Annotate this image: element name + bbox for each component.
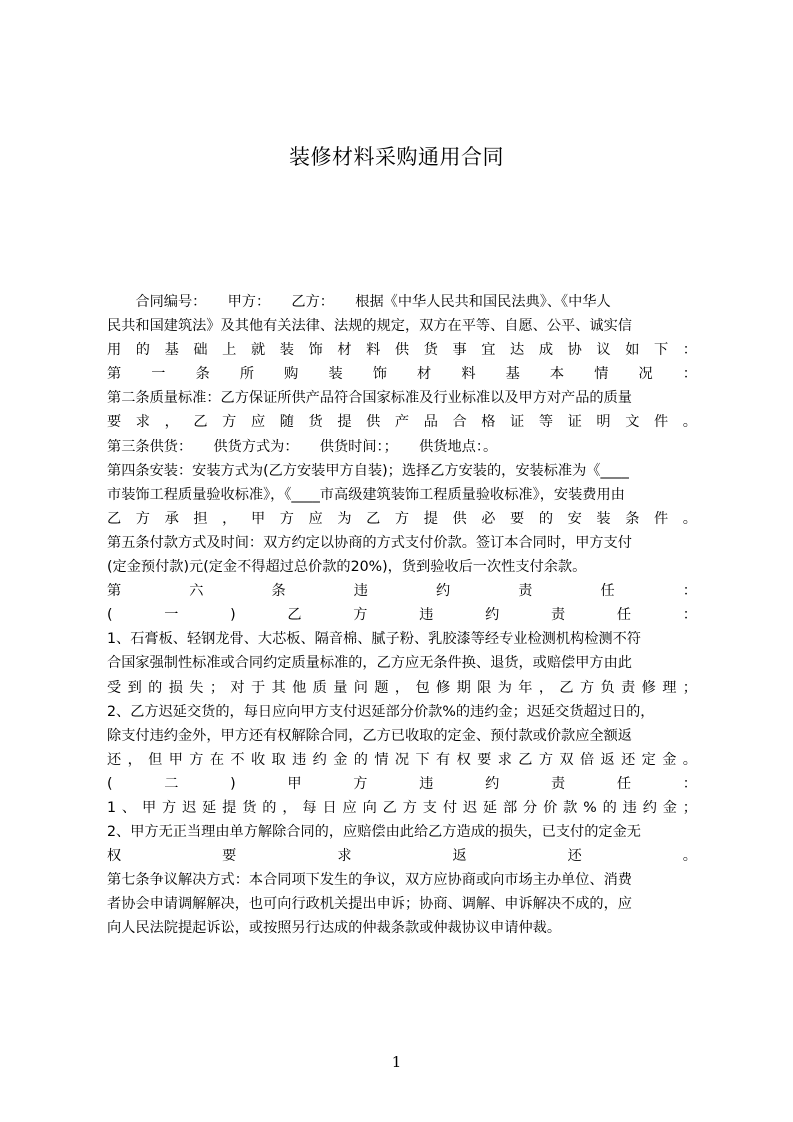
section-heading: (一)乙方违约责任： — [107, 607, 697, 624]
text-line: 民共和国建筑法》及其他有关法律、法规的规定，双方在平等、自愿、公平、诚实信 — [107, 318, 632, 335]
text-line: 用的基础上就装饰材料供货事宜达成协议如下： — [107, 342, 697, 359]
text-line: 市装饰工程质量验收标准》，《____市高级建筑装饰工程质量验收标准》，安装费用由 — [107, 486, 625, 503]
article-heading: 第一条所购装饰材料基本情况： — [107, 366, 697, 383]
text-line: 乙方承担，甲方应为乙方提供必要的安装条件。 — [107, 510, 697, 527]
document-title: 装修材料采购通用合同 — [289, 145, 504, 169]
text-line: 第七条争议解决方式：本合同项下发生的争议，双方应协商或向市场主办单位、消费 — [107, 872, 632, 889]
text-line: 第五条付款方式及时间：双方约定以协商的方式支付价款。签订本合同时，甲方支付 — [107, 534, 632, 551]
text-line: 1、石膏板、轻钢龙骨、大芯板、隔音棉、腻子粉、乳胶漆等经专业检测机构检测不符 — [107, 631, 641, 648]
section-heading: (二)甲方违约责任： — [107, 775, 697, 792]
text-line: 合同编号： 甲方： 乙方： 根据《中华人民共和国民法典》、《中华人 — [107, 294, 611, 310]
text-line: 除支付违约金外，甲方还有权解除合同，乙方已收取的定金、预付款或价款应全额返 — [107, 727, 632, 744]
text-line: (定金预付款)元(定金不得超过总价款的20%)，货到验收后一次性支付余款。 — [107, 559, 587, 576]
text-line: 第二条质量标准：乙方保证所供产品符合国家标准及行业标准以及甲方对产品的质量 — [107, 390, 632, 407]
text-line: 合国家强制性标准或合同约定质量标准的，乙方应无条件换、退货，或赔偿甲方由此 — [107, 655, 632, 672]
text-line: 第四条安装：安装方式为(乙方安装甲方自装)；选择乙方安装的，安装标准为《____ — [107, 462, 629, 479]
text-line: 还，但甲方在不收取违约金的情况下有权要求乙方双倍返还定金。 — [107, 751, 697, 768]
text-line: 2、乙方迟延交货的，每日应向甲方支付迟延部分价款%的违约金；迟延交货超过日的， — [107, 703, 655, 720]
text-line: 第三条供货： 供货方式为： 供货时间：； 供货地点：。 — [107, 438, 498, 455]
page-number: 1 — [391, 1053, 402, 1071]
text-line: 者协会申请调解解决，也可向行政机关提出申诉；协商、调解、申诉解决不成的，应 — [107, 896, 632, 913]
text-line: 2、甲方无正当理由单方解除合同的，应赔偿由此给乙方造成的损失，已支付的定金无 — [107, 824, 641, 841]
text-line: 权要求返还。 — [107, 848, 697, 865]
text-line: 1、甲方迟延提货的，每日应向乙方支付迟延部分价款%的违约金； — [107, 799, 697, 816]
contract-body — [107, 290, 697, 941]
text-line: 要求，乙方应随货提供产品合格证等证明文件。 — [107, 414, 697, 431]
text-line: 向人民法院提起诉讼，或按照另行达成的仲裁条款或仲裁协议申请仲裁。 — [107, 920, 562, 937]
text-line: 受到的损失；对于其他质量问题，包修期限为年，乙方负责修理； — [107, 679, 697, 696]
article-heading: 第六条违约责任： — [107, 583, 697, 600]
